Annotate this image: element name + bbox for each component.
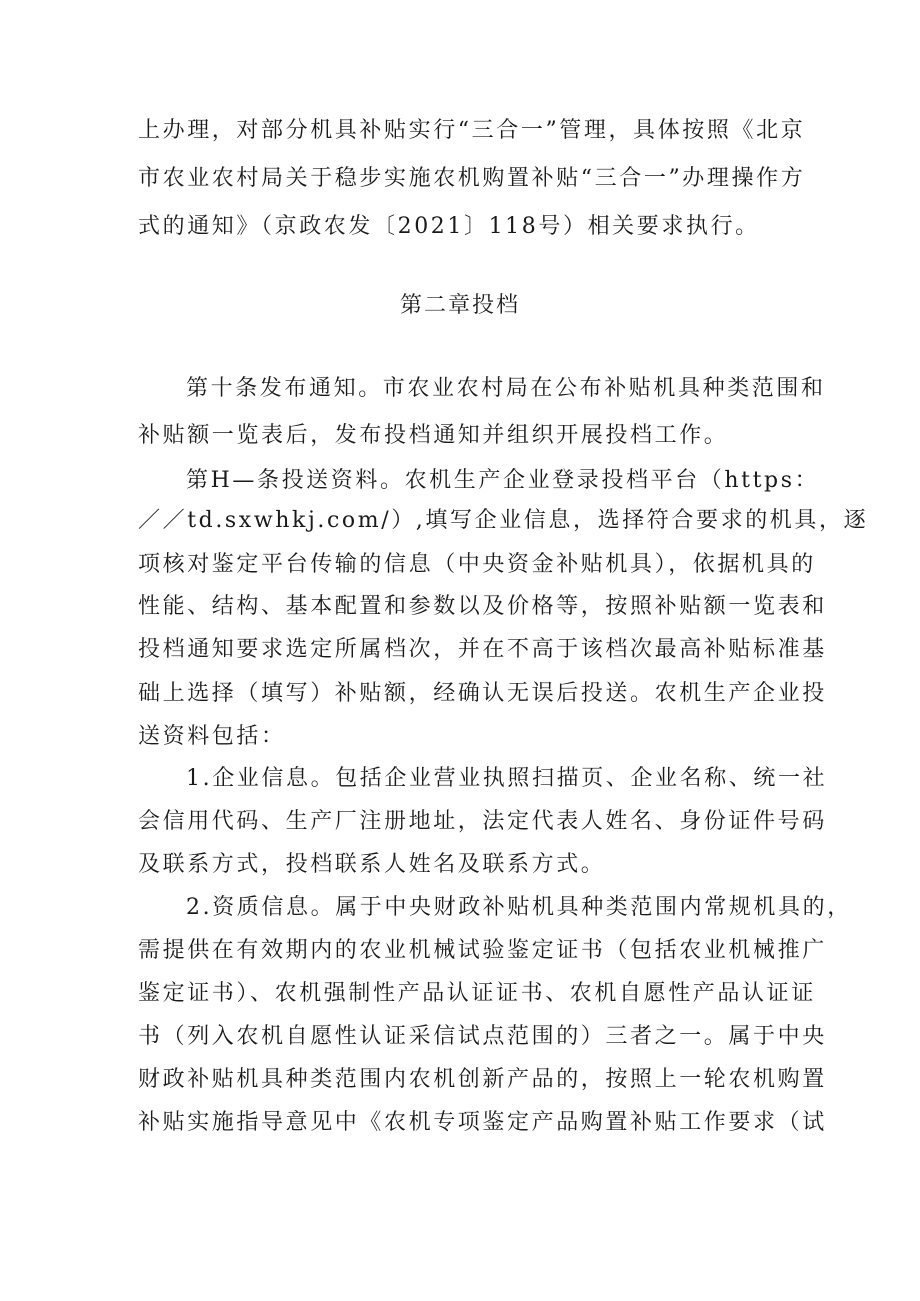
item-2-line: 书（列入农机自愿性认证采信试点范围的）三者之一。属于中央 [138,1024,827,1049]
item-2-line: 财政补贴机具种类范围内农机创新产品的，按照上一轮农机购置 [138,1067,827,1092]
item-1-line: 及联系方式，投档联系人姓名及联系方式。 [138,852,606,877]
article-11-line: 送资料包括： [138,724,286,749]
article-10-line: 补贴额一览表后，发布投档通知并组织开展投档工作。 [138,423,729,448]
article-10-line: 第十条发布通知。市农业农村局在公布补贴机具种类范围和 [186,376,826,401]
item-2-line: 2.资质信息。属于中央财政补贴机具种类范围内常规机具的， [186,895,852,920]
article-11-line: 第H—条投送资料。农机生产企业登录投档平台（https： [186,468,820,493]
article-11-line: 性能、结构、基本配置和参数以及价格等，按照补贴额一览表和 [138,594,827,619]
body-line: 式的通知》（京政农发〔2021〕118号）相关要求执行。 [138,214,760,239]
article-11-line: 投档通知要求选定所属档次，并在不高于该档次最高补贴标准基 [138,637,827,662]
article-11-line: ／／td.sxwhkj.com/）,填写企业信息，选择符合要求的机具，逐 [138,508,869,533]
chapter-heading: 第二章投档 [399,293,520,318]
item-2-line: 补贴实施指导意见中《农机专项鉴定产品购置补贴工作要求（试 [138,1110,827,1135]
article-11-line: 项核对鉴定平台传输的信息（中央资金补贴机具），依据机具的 [138,552,816,577]
item-2-line: 需提供在有效期内的农业机械试验鉴定证书（包括农业机械推广 [138,938,827,963]
body-line: 上办理，对部分机具补贴实行“三合一”管理，具体按照《北京 [138,118,806,143]
item-1-line: 会信用代码、生产厂注册地址，法定代表人姓名、身份证件号码 [138,809,827,834]
body-line: 市农业农村局关于稳步实施农机购置补贴“三合一”办理操作方 [138,166,806,191]
item-1-line: 1.企业信息。包括企业营业执照扫描页、企业名称、统一社 [186,766,828,791]
item-2-line: 鉴定证书）、农机强制性产品认证证书、农机自愿性产品认证证 [138,981,816,1006]
article-11-line: 础上选择（填写）补贴额，经确认无误后投送。农机生产企业投 [138,681,827,706]
